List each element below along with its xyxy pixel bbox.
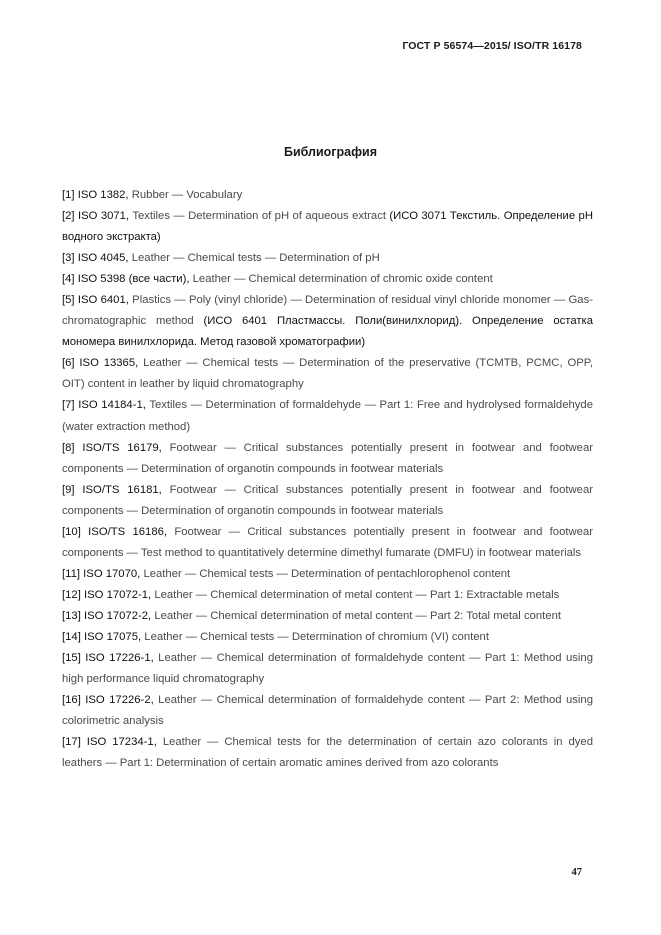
- entry-reference: [10] ISO/TS 16186,: [62, 525, 175, 538]
- entry-title-en: Textiles — Determination of pH of aqueous extract: [132, 210, 390, 223]
- entry-reference: [16] ISO 17226-2,: [62, 694, 159, 707]
- entry-reference: [14] ISO 17075,: [62, 630, 145, 643]
- entry-title-en: Leather — Chemical tests — Determination of chromium (VI) content: [144, 630, 489, 643]
- entry-reference: [7] ISO 14184-1,: [62, 399, 150, 412]
- bibliography-entry-3: [62, 248, 593, 269]
- bibliography-entry-11: [62, 564, 593, 585]
- page-number: 47: [571, 867, 582, 878]
- entry-title-en: Footwear — Critical substances potentially present in footwear and footwear components — Determination of organotin compounds in footwear materials: [62, 483, 593, 517]
- entry-title-en: Leather — Chemical determination of chromic oxide content: [192, 273, 493, 286]
- bibliography-entry-14: [62, 627, 593, 648]
- entry-title-en: Leather — Chemical determination of metal content — Part 2: Total metal content: [154, 609, 562, 622]
- entry-reference: [3] ISO 4045,: [62, 252, 132, 265]
- entry-title-en: Rubber — Vocabulary: [131, 189, 243, 201]
- bibliography-entry-5: [62, 290, 593, 353]
- entry-reference: [12] ISO 17072-1,: [62, 588, 155, 601]
- entry-title-en: Leather — Chemical tests — Determination of pentachlorophenol content: [143, 567, 511, 580]
- bibliography-entry-7: [62, 395, 593, 437]
- entry-title-en: Leather — Chemical determination of formaldehyde content — Part 1: Method using high performance liquid chromatography: [62, 652, 593, 686]
- bibliography-entry-12: [62, 585, 593, 606]
- document-header-code: ГОСТ Р 56574—2015/ ISO/TR 16178: [402, 40, 582, 52]
- entry-title-en: Leather — Chemical determination of formaldehyde content — Part 2: Method using colorimetric analysis: [62, 694, 593, 728]
- entry-title-en: Leather — Chemical determination of metal content — Part 1: Extractable metals: [154, 588, 560, 601]
- entry-reference: [1] ISO 1382,: [62, 189, 132, 201]
- bibliography-entry-4: [62, 269, 593, 290]
- entry-title-en: Leather — Chemical tests for the determination of certain azo colorants in dyed leathers — Part 1: Determination of certain aromatic amines derived from azo colorants: [62, 736, 593, 770]
- entry-reference: [2] ISO 3071,: [62, 210, 133, 223]
- bibliography-entry-15: [62, 648, 593, 690]
- entry-reference: [9] ISO/TS 16181,: [62, 483, 170, 496]
- entry-reference: [13] ISO 17072-2,: [62, 609, 155, 622]
- entry-title-ru: (ИСО 6401 Пластмассы. Поли(винилхлорид). Определение остатка мономера винилхлорида. Метод газовой хроматографии): [62, 315, 593, 349]
- bibliography-entry-17: [62, 732, 593, 774]
- bibliography-entry-10: [62, 522, 593, 564]
- bibliography-list: [62, 185, 593, 774]
- entry-title-en: Leather — Chemical tests — Determination of the preservative (TCMTB, PCMC, OPP, OIT) content in leather by liquid chromatography: [62, 357, 593, 391]
- entry-reference: [5] ISO 6401,: [62, 294, 133, 307]
- bibliography-entry-2: [62, 206, 593, 248]
- section-title: Библиография: [283, 145, 378, 159]
- bibliography-entry-13: [62, 606, 593, 627]
- bibliography-entry-16: [62, 690, 593, 732]
- entry-reference: [15] ISO 17226-1,: [62, 652, 159, 665]
- entry-title-en: Footwear — Critical substances potentially present in footwear and footwear components — Determination of organotin compounds in footwear materials: [62, 441, 593, 475]
- entry-reference: [17] ISO 17234-1,: [62, 736, 163, 749]
- entry-title-ru: (ИСО 3071 Текстиль. Определение pH водного экстракта): [62, 210, 593, 244]
- entry-reference: [8] ISO/TS 16179,: [62, 441, 170, 454]
- bibliography-entry-6: [62, 353, 593, 395]
- entry-title-en: Leather — Chemical tests — Determination of pH: [131, 252, 380, 265]
- bibliography-entry-8: [62, 438, 593, 480]
- entry-reference: [11] ISO 17070,: [62, 567, 144, 580]
- entry-title-en: Plastics — Poly (vinyl chloride) — Determination of residual vinyl chloride monomer — Gas-chromatographic method: [62, 294, 593, 328]
- entry-reference: [4] ISO 5398 (все части),: [62, 273, 193, 286]
- entry-reference: [6] ISO 13365,: [62, 357, 144, 370]
- bibliography-entry-1: [62, 185, 593, 206]
- entry-title-en: Textiles — Determination of formaldehyde — Part 1: Free and hydrolysed formaldehyde (water extraction method): [62, 399, 593, 433]
- entry-title-en: Footwear — Critical substances potentially present in footwear and footwear components — Test method to quantitatively determine dimethyl fumarate (DMFU) in footwear materials: [62, 525, 593, 559]
- bibliography-entry-9: [62, 480, 593, 522]
